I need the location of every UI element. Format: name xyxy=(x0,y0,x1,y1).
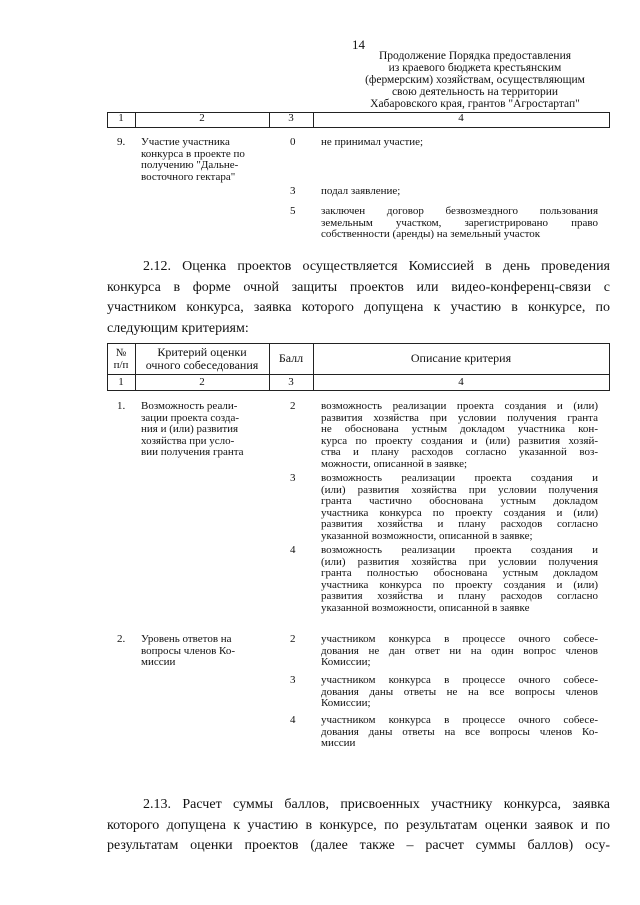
row-number: 2. xyxy=(117,633,126,645)
score: 2 xyxy=(290,400,296,412)
header-line: очного собеседования xyxy=(145,358,259,372)
column-number: 1 xyxy=(118,112,124,124)
header-line: свою деятельность на территории xyxy=(391,86,559,98)
description-line: указанной возможности, описанной в заявке xyxy=(321,601,530,614)
criterion-cell xyxy=(141,401,269,459)
score: 5 xyxy=(290,205,296,217)
header-line: Продолжение Порядка предоставления xyxy=(378,50,572,62)
table-border xyxy=(107,343,610,344)
criterion-line: ния и (или) развития xyxy=(141,423,239,435)
description-line: не обоснована устным докладом участника кон- xyxy=(321,423,598,435)
header-criterion xyxy=(135,346,269,372)
criterion-line: хозяйства при усло- xyxy=(141,434,235,447)
paragraph-2-13 xyxy=(107,795,610,857)
paragraph-line: участником конкурса, заявка которого допущена к участию в конкурсе, по xyxy=(107,300,610,315)
description-line: Комиссии; xyxy=(321,697,371,709)
description xyxy=(321,473,598,542)
column-number: 1 xyxy=(118,376,124,388)
description-line: участника конкурса по проекту создания и (или) xyxy=(321,506,598,519)
description-line: участником конкурса в процессе очного собесе- xyxy=(321,714,598,726)
description-line: дования даны ответы не на все вопросы членов xyxy=(321,685,598,698)
table-border xyxy=(107,127,610,128)
score: 4 xyxy=(290,714,296,726)
description xyxy=(321,401,598,470)
column-number: 4 xyxy=(458,376,464,388)
criterion-line: Возможность реали- xyxy=(141,400,238,412)
column-number: 2 xyxy=(199,112,205,124)
criterion-line: вии получения гранта xyxy=(141,446,244,458)
description-line: возможность реализации проекта создания и xyxy=(321,544,598,556)
paragraph-line: конкурса в форме очной защиты проектов или видео-конференц-связи с xyxy=(107,279,610,295)
description-line: можности, описанной в заявке; xyxy=(321,457,468,470)
header-number xyxy=(107,347,135,371)
description-line: указанной возможности, описанной в заявке; xyxy=(321,529,533,542)
description-line: развития хозяйства и плану расходов согласно xyxy=(321,518,598,530)
description-line: участником конкурса в процессе очного собесе- xyxy=(321,633,598,645)
header-description: Описание критерия xyxy=(410,351,512,365)
header-line: Критерий оценки xyxy=(157,345,247,359)
table-border xyxy=(609,112,610,127)
score: 3 xyxy=(290,185,296,197)
page-number: 14 xyxy=(352,37,365,52)
header-line: Хабаровского края, грантов "Агростартап" xyxy=(370,98,580,110)
paragraph-line: следующим критериям: xyxy=(107,320,249,336)
description-line: дования даны ответы на все вопросы членов Ко- xyxy=(321,725,598,738)
table-border xyxy=(107,374,610,375)
description-line: курса по проекту создания и (или) развития хозяй- xyxy=(321,434,598,447)
paragraph-line: результатам оценки проектов (далее также – расчет суммы баллов) осу- xyxy=(107,838,610,853)
column-number: 2 xyxy=(199,376,205,388)
description-line: заключен договор безвозмездного пользования xyxy=(321,205,598,217)
column-number: 3 xyxy=(288,376,294,388)
criterion-line: Уровень ответов на xyxy=(141,633,232,645)
criterion-line: зации проекта созда- xyxy=(141,411,239,424)
description-line: возможность реализации проекта создания и (или) xyxy=(321,400,598,412)
description-line: гранта частично обоснована устным докладом xyxy=(321,495,598,507)
score: 4 xyxy=(290,544,296,556)
description-line: Комиссии; xyxy=(321,656,371,668)
description-line: (или) развития хозяйства при условии получения xyxy=(321,483,598,496)
row-number: 9. xyxy=(117,136,126,148)
description-line: развития хозяйства и плану расходов согласно xyxy=(321,590,598,602)
description-line: ства и плану расходов согласно указанной воз- xyxy=(321,446,598,458)
row-number: 1. xyxy=(117,400,126,412)
criterion-line: миссии xyxy=(141,656,176,668)
description xyxy=(321,137,598,149)
paragraph-2-12 xyxy=(107,257,610,339)
header-line: № xyxy=(115,347,127,359)
description-line: дования не дан ответ ни на один вопрос членов xyxy=(321,644,598,657)
paragraph-line: которого допущена к участию в конкурсе, по результатам оценки заявок и по xyxy=(107,817,610,833)
description-line: развития хозяйства при условии получения гранта xyxy=(321,411,598,424)
column-number: 3 xyxy=(288,112,294,124)
description-line: не принимал участие; xyxy=(321,136,424,148)
criterion-line: получению "Дальне- xyxy=(141,159,239,171)
description-line: собственности (аренды) на земельный участок xyxy=(321,228,541,240)
criterion-line: восточного гектара" xyxy=(141,170,236,183)
description-line: миссии xyxy=(321,737,356,749)
table-border xyxy=(107,390,610,391)
score: 0 xyxy=(290,136,296,148)
criterion-cell xyxy=(141,137,269,183)
description-line: земельным участком, зарегистрировано право xyxy=(321,216,598,229)
score: 3 xyxy=(290,674,296,686)
description xyxy=(321,545,598,614)
description-line: участником конкурса в процессе очного собесе- xyxy=(321,674,598,686)
criterion-line: конкурса в проекте по xyxy=(141,147,245,160)
description-line: гранта полностью обоснована устным докладом xyxy=(321,567,598,579)
criterion-cell xyxy=(141,634,269,669)
description xyxy=(321,715,598,750)
paragraph-line: 2.13. Расчет суммы баллов, присвоенных участнику конкурса, заявка xyxy=(143,797,610,812)
criterion-line: Участие участника xyxy=(141,136,230,148)
description-line: участника конкурса по проекту создания и (или) xyxy=(321,578,598,591)
description-line: подал заявление; xyxy=(321,185,401,197)
header-line: (фермерским) хозяйствам, осуществляющим xyxy=(365,74,585,86)
running-header xyxy=(340,50,610,110)
paragraph-line: 2.12. Оценка проектов осуществляется Комиссией в день проведения xyxy=(143,259,610,274)
score: 3 xyxy=(290,472,296,484)
header-line: п/п xyxy=(113,359,129,371)
header-line: из краевого бюджета крестьянским xyxy=(388,62,562,74)
description xyxy=(321,675,598,710)
description-line: возможность реализации проекта создания и xyxy=(321,472,598,484)
description xyxy=(321,634,598,669)
description xyxy=(321,186,598,198)
column-number: 4 xyxy=(458,112,464,124)
description xyxy=(321,206,598,241)
header-score: Балл xyxy=(278,351,304,365)
description-line: (или) развития хозяйства при условии получения xyxy=(321,555,598,568)
criterion-line: вопросы членов Ко- xyxy=(141,644,235,657)
score: 2 xyxy=(290,633,296,645)
table-border xyxy=(609,343,610,390)
